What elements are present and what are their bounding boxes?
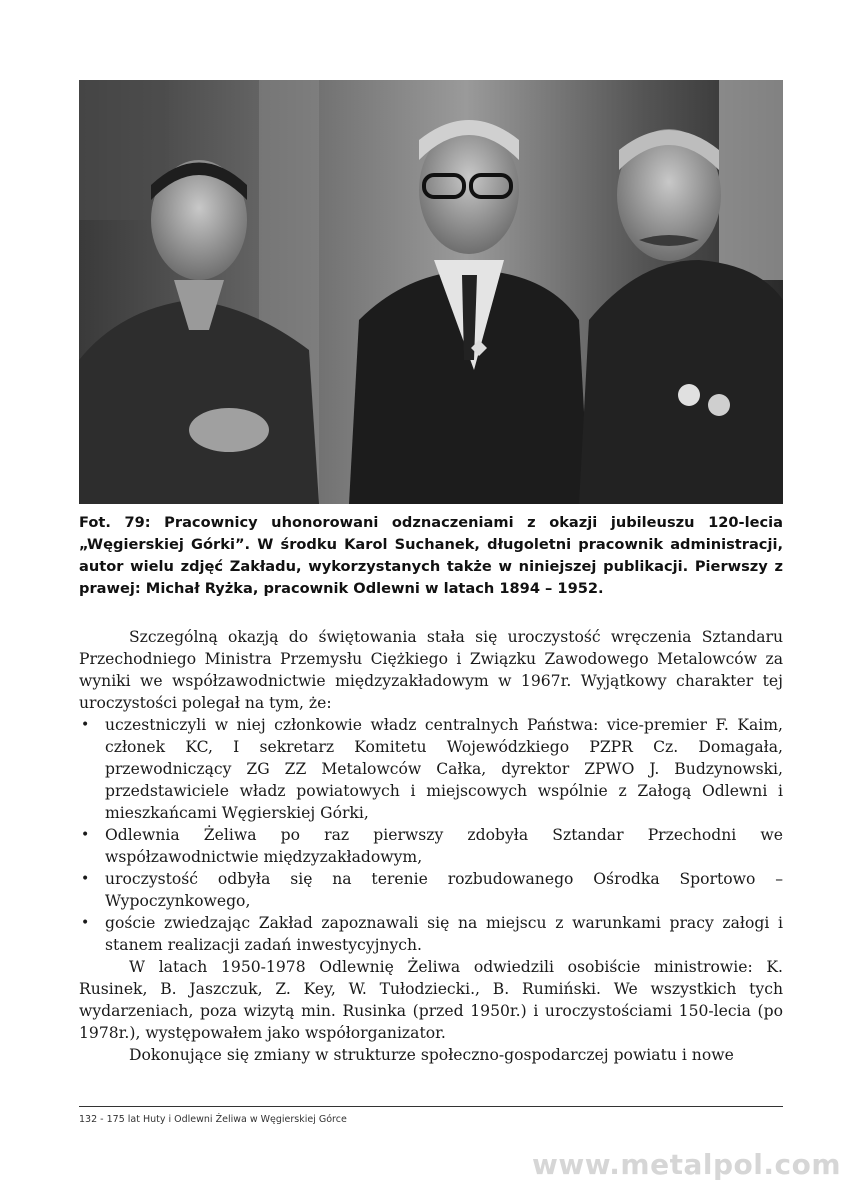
list-item: • Odlewnia Żeliwa po raz pierwszy zdobyła Sztandar Przechodni we współzawodnictwie międzyzakładowym,: [79, 824, 783, 868]
bullet-list: [79, 714, 783, 956]
paragraph-1: Szczególną okazją do świętowania stała się uroczystość wręczenia Sztandaru Przechodniego Ministra Przemysłu Ciężkiego i Związku Zawodowego Metalowców za wyniki we współzawodnictwie międzyzakładowym w 1967r. Wyjątkowy charakter tej uroczystości polegał na tym, że:: [79, 628, 783, 712]
watermark: www.metalpol.com: [531, 1148, 841, 1181]
paragraph-3: Dokonujące się zmiany w strukturze społeczno-gospodarczej powiatu i nowe: [129, 1046, 734, 1064]
list-item: • uczestniczyli w niej członkowie władz centralnych Państwa: vice-premier F. Kaim, członek KC, I sekretarz Komitetu Wojewódzkiego PZPR Cz. Domagała, przewodniczący ZG ZZ Metalowców Całka, dyrektor ZPWO J. Budzynowski, przedstawiciele władz powiatowych i miejscowych wspólnie z Załogą Odlewni i mieszkańcami Węgierskiej Górki,: [79, 714, 783, 824]
footer-divider: [79, 1106, 783, 1107]
paragraph-2: W latach 1950-1978 Odlewnię Żeliwa odwiedzili osobiście ministrowie: K. Rusinek, B. Jaszczuk, Z. Key, W. Tułodziecki., B. Rumiński. We wszystkich tych wydarzeniach, poza wizytą min. Rusinka (przed 1950r.) i uroczystościami 150-lecia (po 1978r.), występowałem jako współorganizator.: [79, 958, 783, 1042]
photo-caption: Fot. 79: Pracownicy uhonorowani odznaczeniami z okazji jubileuszu 120-lecia „Węgierskiej Górki”. W środku Karol Suchanek, długoletni pracownik administracji, autor wielu zdjęć Zakładu, wykorzystanych także w niniejszej publikacji. Pierwszy z prawej: Michał Ryżka, pracownik Odlewni w latach 1894 – 1952.: [79, 514, 783, 597]
page-footer: 132 - 175 lat Huty i Odlewni Żeliwa w Węgierskiej Górce: [79, 1114, 347, 1125]
historical-photo: [79, 80, 783, 504]
photo-icon: [79, 80, 783, 504]
list-item: • uroczystość odbyła się na terenie rozbudowanego Ośrodka Sportowo –Wypoczynkowego,: [79, 868, 783, 912]
list-item: • goście zwiedzając Zakład zapoznawali się na miejscu z warunkami pracy załogi i stanem realizacji zadań inwestycyjnych.: [79, 912, 783, 956]
article-body: [79, 626, 783, 1066]
